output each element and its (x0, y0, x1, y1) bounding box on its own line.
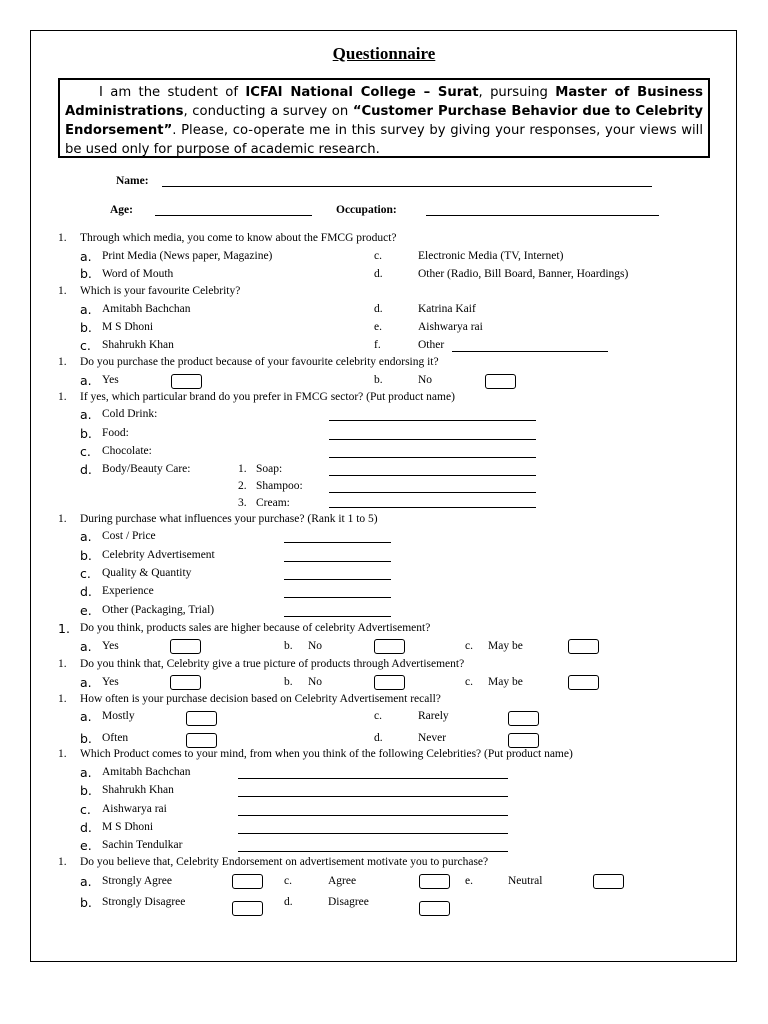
q10-strongly-disagree-checkbox[interactable] (232, 901, 263, 916)
intro-college: ICFAI National College – Surat (245, 85, 479, 100)
q9-option-d: M S Dhoni (102, 821, 154, 833)
option-letter: d. (80, 462, 92, 477)
sub-number: 3. (238, 497, 247, 509)
option-letter: e. (374, 321, 382, 333)
option-letter: b. (284, 676, 293, 688)
q8-never-checkbox[interactable] (508, 733, 539, 748)
question-number: 1. (58, 856, 67, 868)
q10-neutral-checkbox[interactable] (593, 874, 624, 889)
occupation-field[interactable] (426, 215, 659, 216)
q4-soap-field[interactable] (329, 475, 536, 476)
q8-option-d: Never (418, 732, 447, 744)
intro-text-1: I am the student of (99, 85, 246, 100)
intro-program: Master of Business Administrations (65, 85, 703, 119)
q4-shampoo-label: Shampoo: (256, 480, 303, 492)
q5-rank-e-field[interactable] (284, 616, 391, 617)
q10-option-d: Disagree (328, 896, 369, 908)
name-field[interactable] (162, 186, 652, 187)
option-letter: a. (80, 639, 92, 654)
option-letter: d. (80, 584, 92, 599)
option-letter: d. (374, 268, 383, 280)
q8-option-b: Often (102, 732, 129, 744)
sub-number: 1. (238, 463, 247, 475)
name-label: Name: (116, 175, 149, 187)
q2-option-f: Other (418, 339, 445, 351)
intro-box (58, 78, 710, 158)
q7-no-checkbox[interactable] (374, 675, 405, 690)
option-letter: f. (374, 339, 381, 351)
option-letter: a. (80, 874, 92, 889)
option-letter: b. (80, 548, 92, 563)
q7-yes-checkbox[interactable] (170, 675, 201, 690)
question-7-text: Do you think that, Celebrity give a true picture of products through Advertisement? (80, 658, 465, 670)
q4-cream-field[interactable] (329, 507, 536, 508)
q9-product-b-field[interactable] (238, 796, 508, 797)
q4-cold-drink-field[interactable] (329, 420, 536, 421)
q4-cream-label: Cream: (256, 497, 290, 509)
q9-option-c: Aishwarya rai (102, 803, 167, 815)
q9-product-c-field[interactable] (238, 815, 508, 816)
q3-yes-checkbox[interactable] (171, 374, 202, 389)
occupation-label: Occupation: (336, 204, 397, 216)
q4-option-d: Body/Beauty Care: (102, 463, 191, 475)
q10-option-b: Strongly Disagree (102, 896, 186, 908)
question-number: 1. (58, 285, 67, 297)
q10-agree-checkbox[interactable] (419, 874, 450, 889)
q7-option-yes: Yes (102, 676, 119, 688)
q4-shampoo-field[interactable] (329, 492, 536, 493)
option-letter: b. (80, 266, 92, 281)
intro-text-3: , conducting a survey on (183, 104, 353, 119)
q8-mostly-checkbox[interactable] (186, 711, 217, 726)
option-letter: d. (284, 896, 293, 908)
option-letter: e. (80, 603, 92, 618)
option-letter: b. (374, 374, 383, 386)
q9-product-e-field[interactable] (238, 851, 508, 852)
q8-option-a: Mostly (102, 710, 135, 722)
q9-product-a-field[interactable] (238, 778, 508, 779)
question-number: 1. (58, 391, 67, 403)
q1-option-c: Electronic Media (TV, Internet) (418, 250, 564, 262)
option-letter: a. (80, 407, 92, 422)
option-letter: b. (80, 731, 92, 746)
q2-option-d: Katrina Kaif (418, 303, 476, 315)
q8-rarely-checkbox[interactable] (508, 711, 539, 726)
q3-no-checkbox[interactable] (485, 374, 516, 389)
q5-option-d: Experience (102, 585, 154, 597)
q9-option-a: Amitabh Bachchan (102, 766, 191, 778)
age-label: Age: (110, 204, 133, 216)
q4-chocolate-field[interactable] (329, 457, 536, 458)
q5-rank-d-field[interactable] (284, 597, 391, 598)
option-letter: c. (284, 875, 292, 887)
option-letter: b. (80, 783, 92, 798)
option-letter: a. (80, 249, 92, 264)
q5-rank-a-field[interactable] (284, 542, 391, 543)
q3-option-no: No (418, 374, 433, 386)
q10-strongly-agree-checkbox[interactable] (232, 874, 263, 889)
sub-number: 2. (238, 480, 247, 492)
question-2-text: Which is your favourite Celebrity? (80, 285, 241, 297)
age-field[interactable] (155, 215, 312, 216)
option-letter: b. (284, 640, 293, 652)
option-letter: d. (374, 732, 383, 744)
question-8-text: How often is your purchase decision based on Celebrity Advertisement recall? (80, 693, 441, 705)
q5-rank-c-field[interactable] (284, 579, 391, 580)
option-letter: c. (374, 250, 382, 262)
q5-option-b: Celebrity Advertisement (102, 549, 215, 561)
question-4-text: If yes, which particular brand do you prefer in FMCG sector? (Put product name) (80, 391, 455, 403)
q6-maybe-checkbox[interactable] (568, 639, 599, 654)
q9-option-e: Sachin Tendulkar (102, 839, 183, 851)
q4-option-b: Food: (102, 427, 129, 439)
option-letter: a. (80, 675, 92, 690)
option-letter: a. (80, 709, 92, 724)
intro-text-2: , pursuing (478, 85, 556, 100)
option-letter: b. (80, 426, 92, 441)
question-number: 1. (58, 658, 67, 670)
question-5-text: During purchase what influences your purchase? (Rank it 1 to 5) (80, 513, 378, 525)
q5-rank-b-field[interactable] (284, 561, 391, 562)
q2-option-b: M S Dhoni (102, 321, 154, 333)
option-letter: a. (80, 373, 92, 388)
option-letter: e. (465, 875, 473, 887)
page-title: Questionnaire (332, 44, 436, 63)
q6-option-maybe: May be (488, 640, 523, 652)
q10-option-a: Strongly Agree (102, 875, 172, 887)
q8-option-c: Rarely (418, 710, 449, 722)
q10-disagree-checkbox[interactable] (419, 901, 450, 916)
q4-food-field[interactable] (329, 439, 536, 440)
q6-yes-checkbox[interactable] (170, 639, 201, 654)
option-letter: b. (80, 320, 92, 335)
q10-option-e: Neutral (508, 875, 543, 887)
option-letter: a. (80, 302, 92, 317)
q1-option-d: Other (Radio, Bill Board, Banner, Hoardings) (418, 268, 629, 280)
option-letter: c. (80, 566, 91, 581)
question-number: 1. (58, 356, 67, 368)
question-3-text: Do you purchase the product because of your favourite celebrity endorsing it? (80, 356, 439, 368)
q4-option-a: Cold Drink: (102, 408, 158, 420)
q4-option-c: Chocolate: (102, 445, 152, 457)
q5-option-c: Quality & Quantity (102, 567, 192, 579)
q7-option-no: No (308, 676, 323, 688)
option-letter: b. (80, 895, 92, 910)
question-6-text: Do you think, products sales are higher because of celebrity Advertisement? (80, 622, 431, 634)
q6-option-yes: Yes (102, 640, 119, 652)
q10-option-c: Agree (328, 875, 357, 887)
option-letter: c. (374, 710, 382, 722)
option-letter: c. (465, 676, 473, 688)
q3-option-yes: Yes (102, 374, 119, 386)
option-letter: a. (80, 529, 92, 544)
option-letter: c. (80, 802, 91, 817)
intro-text-4: . Please, co-operate me in this survey by giving your responses, your views will be used only for purpose of academic research. (65, 123, 703, 157)
q5-option-e: Other (Packaging, Trial) (102, 604, 215, 616)
q7-option-maybe: May be (488, 676, 523, 688)
q8-often-checkbox[interactable] (186, 733, 217, 748)
question-number: 1. (58, 621, 70, 636)
q1-option-a: Print Media (News paper, Magazine) (102, 250, 273, 262)
q7-maybe-checkbox[interactable] (568, 675, 599, 690)
question-number: 1. (58, 513, 67, 525)
q2-option-a: Amitabh Bachchan (102, 303, 191, 315)
q1-option-b: Word of Mouth (102, 268, 174, 280)
question-10-text: Do you believe that, Celebrity Endorsement on advertisement motivate you to purchase? (80, 856, 489, 868)
intro-topic: “Customer Purchase Behavior due to Celebrity Endorsement” (65, 104, 703, 138)
q9-option-b: Shahrukh Khan (102, 784, 174, 796)
q4-soap-label: Soap: (256, 463, 283, 475)
question-number: 1. (58, 748, 67, 760)
q6-no-checkbox[interactable] (374, 639, 405, 654)
option-letter: a. (80, 765, 92, 780)
q2-other-field[interactable] (452, 351, 608, 352)
option-letter: c. (80, 444, 91, 459)
option-letter: c. (80, 338, 91, 353)
q9-product-d-field[interactable] (238, 833, 508, 834)
q6-option-no: No (308, 640, 323, 652)
question-number: 1. (58, 232, 67, 244)
question-9-text: Which Product comes to your mind, from when you think of the following Celebrities? (Put product name) (80, 748, 573, 760)
question-1-text: Through which media, you come to know about the FMCG product? (80, 232, 397, 244)
q5-option-a: Cost / Price (102, 530, 156, 542)
option-letter: c. (465, 640, 473, 652)
q2-option-c: Shahrukh Khan (102, 339, 174, 351)
option-letter: d. (80, 820, 92, 835)
q2-option-e: Aishwarya rai (418, 321, 483, 333)
option-letter: d. (374, 303, 383, 315)
question-number: 1. (58, 693, 67, 705)
option-letter: e. (80, 838, 92, 853)
